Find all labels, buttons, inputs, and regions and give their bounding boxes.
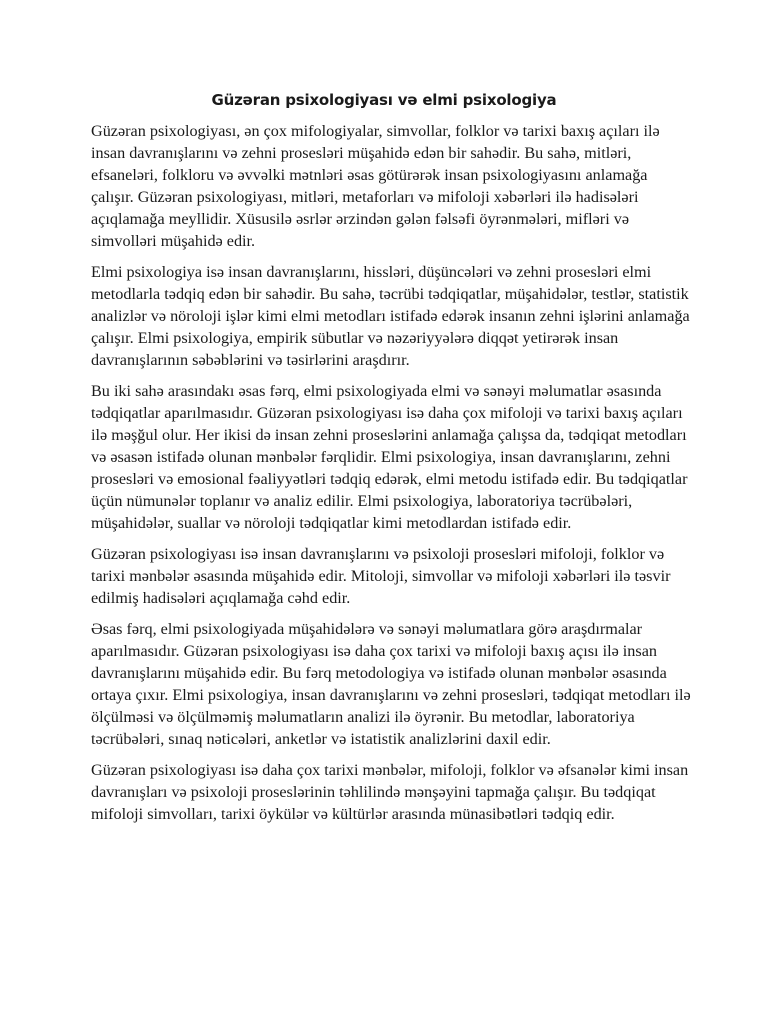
paragraph-5: Əsas fərq, elmi psixologiyada müşahidələrə və sənəyi məlumatlara görə araşdırmalar aparılmasıdır. Güzəran psixologiyası isə daha çox tarixi və mifoloji baxış açısı ilə insan davranışlarını müşahidə edir. Bu fərq metodologiya və istifadə olunan mənbələr əsasında ortaya çıxır. Elmi psixologiya, insan davranışlarını və zehni prosesləri, tədqiqat metodları ilə ölçülməsi və ölçülməmiş məlumatların analizi ilə öyrənir. Bu metodlar, laboratoriya təcrübələri, sınaq nəticələri, anketlər və istatistik analizlərini daxil edir. — [91, 620, 691, 748]
paragraph-3: Bu iki sahə arasındakı əsas fərq, elmi psixologiyada elmi və sənəyi məlumatlar əsasında tədqiqatlar aparılmasıdır. Güzəran psixologiyası isə daha çox mifoloji və tarixi baxış açıları ilə məşğul olur. Her ikisi də insan zehni proseslərini anlamağa çalışsa da, tədqiqat metodları və əsasən istifadə olunan mənbələr fərqlidir. Elmi psixologiya, insan davranışlarını, zehni prosesləri və emosional fəaliyyətləri tədqiq edərək, elmi metodu istifadə edir. Bu tədqiqatlar üçün nümunələr toplanır və analiz edilir. Elmi psixologiya, laboratoriya təcrübələri, müşahidələr, suallar və nöroloji tədqiqatlar kimi metodlardan istifadə edir. — [91, 382, 688, 532]
document-body — [91, 120, 691, 834]
paragraph-6: Güzəran psixologiyası isə daha çox tarixi mənbələr, mifoloji, folklor və əfsanələr kimi insan davranışları və psixoloji proseslərinin təhlilində mənşəyini tapmağa çalışır. Bu tədqiqat mifoloji simvolları, tarixi öykülər və kültürlər arasında münasibətləri tədqiq edir. — [91, 761, 689, 823]
paragraph-2: Elmi psixologiya isə insan davranışlarını, hissləri, düşüncələri və zehni prosesləri elmi metodlarla tədqiq edən bir sahədir. Bu sahə, təcrübi tədqiqatlar, müşahidələr, testlər, statistik analizlər və nöroloji işlər kimi elmi metodları istifadə edərək insanın zehni işlərini anlamağa çalışır. Elmi psixologiya, empirik sübutlar və nəzəriyyələrə diqqət yetirərək insan davranışlarının səbəblərini və təsirlərini araşdırır. — [91, 263, 690, 369]
paragraph-1: Güzəran psixologiyası, ən çox mifologiyalar, simvollar, folklor və tarixi baxış açıları ilə insan davranışlarını və zehni prosesləri müşahidə edən bir sahədir. Bu sahə, mitləri, efsaneləri, folkloru və əvvəlki mətnləri əsas götürərək insan psixologiyasını anlamağa çalışır. Güzəran psixologiyası, mitləri, metaforları və mifoloji xəbərləri ilə hadisələri açıqlamağa meyllidir. Xüsusilə əsrlər ərzindən gələn fəlsəfi öyrənmələri, mifləri və simvolləri müşahidə edir. — [91, 122, 660, 250]
document-title: Güzəran psixologiyası və elmi psixologiya — [211, 91, 557, 109]
paragraph-4: Güzəran psixologiyası isə insan davranışlarını və psixoloji prosesləri mifoloji, folklor və tarixi mənbələr əsasında müşahidə edir. Mitoloji, simvollar və mifoloji xəbərləri ilə təsvir edilmiş hadisələri açıqlamağa cəhd edir. — [91, 545, 671, 607]
